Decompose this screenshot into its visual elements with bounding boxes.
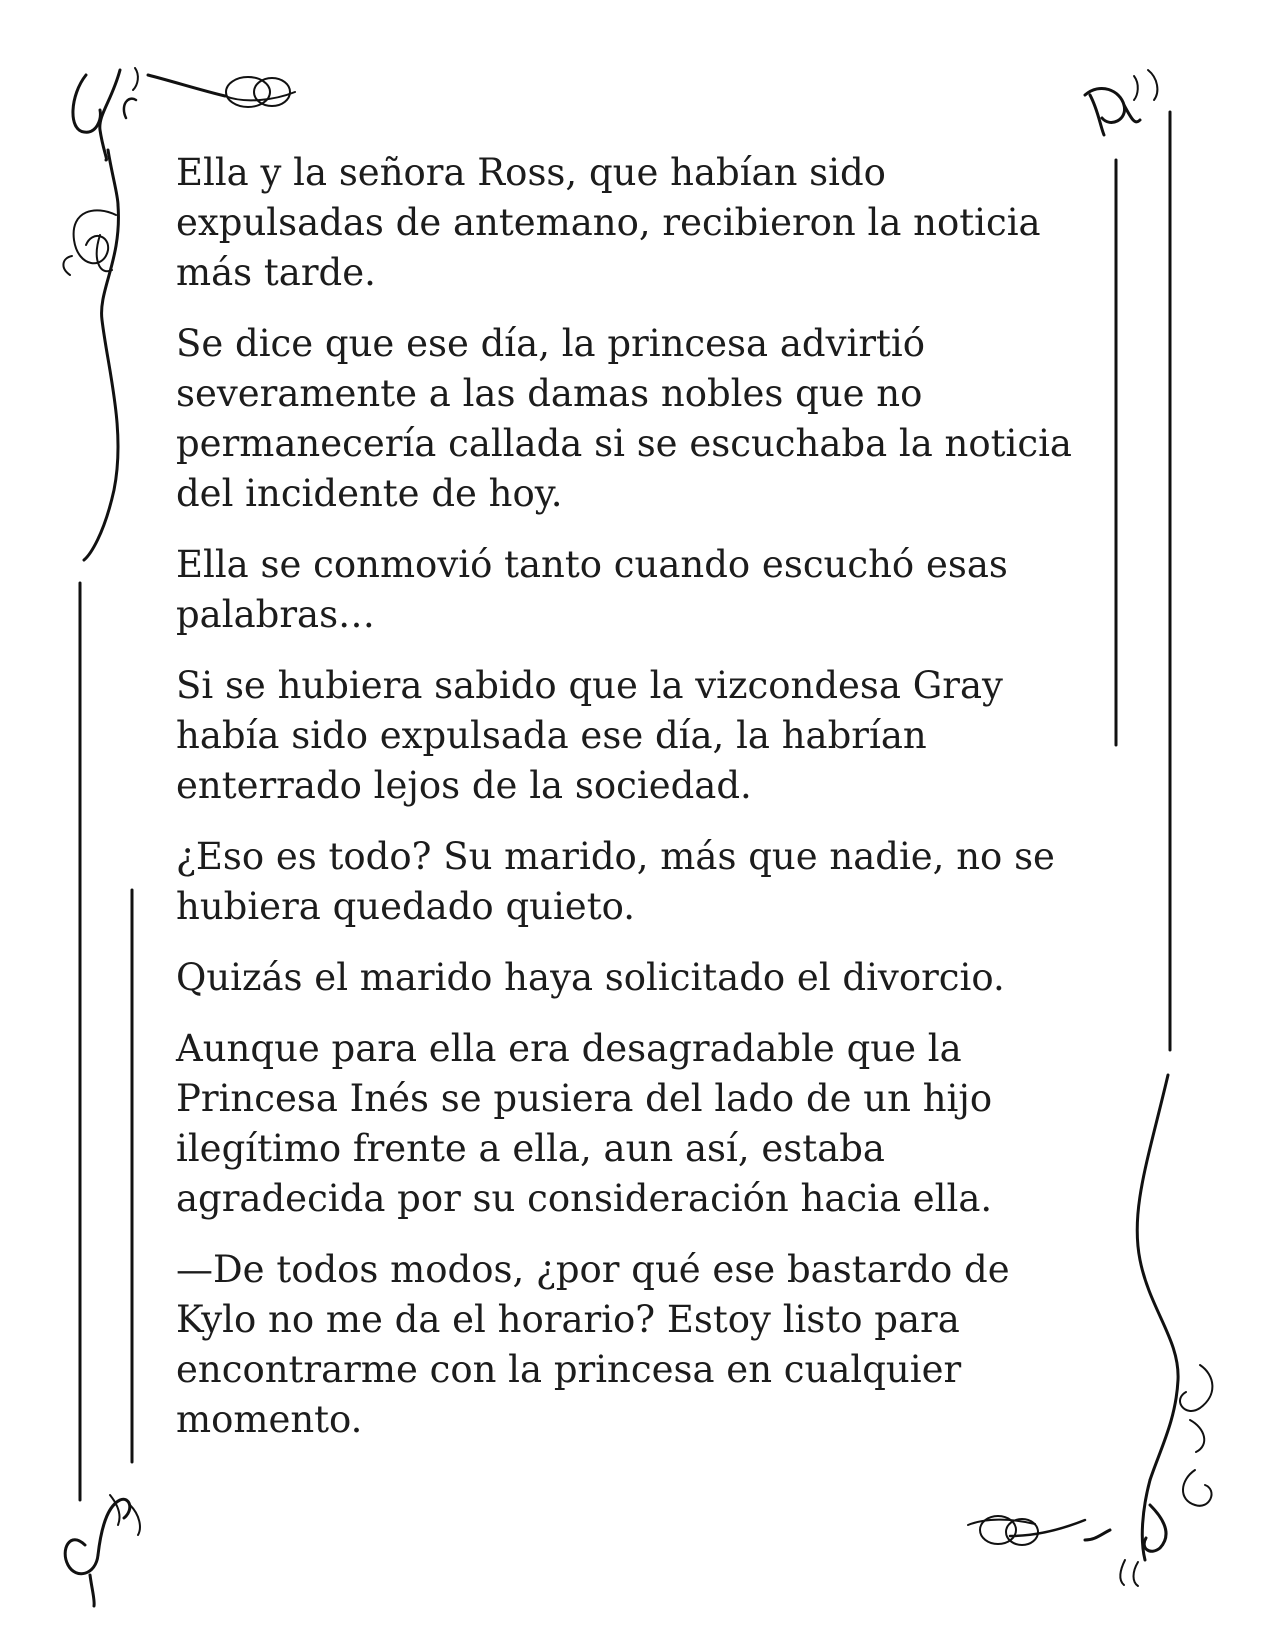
paragraph: Ella y la señora Ross, que habían sido expulsadas de antemano, recibieron la noticia más tarde. [176, 151, 1041, 294]
flourish-top-right-icon [1085, 70, 1157, 135]
paragraph: ¿Eso es todo? Su marido, más que nadie, no se hubiera quedado quieto. [176, 835, 1055, 928]
flourish-bottom-left-icon [65, 1495, 140, 1606]
paragraph: Quizás el marido haya solicitado el divorcio. [176, 956, 1005, 999]
paragraph: Si se hubiera sabido que la vizcondesa Gray había sido expulsada ese día, la habrían enterrado lejos de la sociedad. [176, 664, 1003, 807]
page-body-text [176, 148, 1096, 1466]
paragraph: —De todos modos, ¿por qué ese bastardo de Kylo no me da el horario? Estoy listo para encontrarme con la princesa en cualquier momento. [176, 1248, 1010, 1441]
paragraph: Aunque para ella era desagradable que la Princesa Inés se pusiera del lado de un hijo ilegítimo frente a ella, aun así, estaba agradecida por su consideración hacia ella. [176, 1027, 993, 1220]
paragraph: Se dice que ese día, la princesa advirtió severamente a las damas nobles que no permanecería callada si se escuchaba la noticia del incidente de hoy. [176, 322, 1072, 515]
paragraph: Ella se conmovió tanto cuando escuchó esas palabras… [176, 543, 1008, 636]
